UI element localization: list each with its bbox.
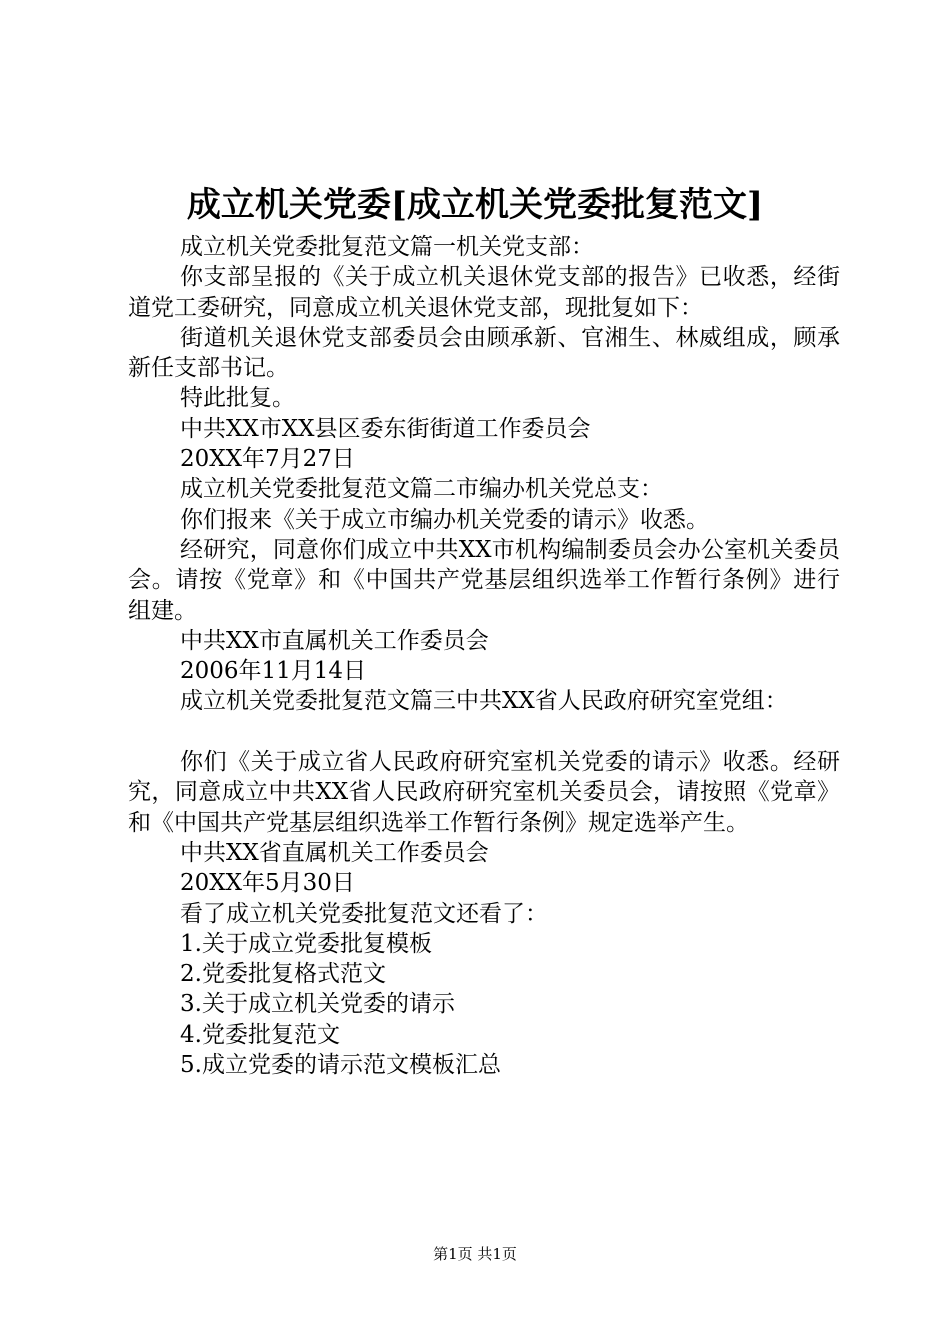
paragraph-date-two: 2006年11月14日 [180, 658, 367, 685]
paragraph-issuer-two: 中共XX市直属机关工作委员会 [180, 627, 489, 654]
related-article-item: 3.关于成立机关党委的请示 [180, 991, 455, 1018]
paragraph-date-three: 20XX年5月30日 [180, 870, 355, 897]
paragraph-issuer-one: 中共XX市XX县区委东街街道工作委员会 [180, 415, 591, 442]
related-article-item: 4.党委批复范文 [180, 1021, 340, 1048]
related-articles-heading: 看了成立机关党委批复范文还看了： [180, 900, 548, 927]
document-body [128, 232, 840, 1080]
paragraph-committee-members: 街道机关退休党支部委员会由顾承新、官湘生、林威组成，顾承新任支部书记。 [128, 324, 840, 382]
paragraph-section-one-heading: 成立机关党委批复范文篇一机关党支部： [180, 234, 594, 260]
paragraph-spacer [128, 717, 840, 747]
paragraph-section-three-heading: 成立机关党委批复范文篇三中共XX省人民政府研究室党组： [180, 688, 788, 715]
paragraph-approval-three: 你们《关于成立省人民政府研究室机关党委的请示》收悉。经研究，同意成立中共XX省人民政府研究室机关委员会，请按照《党章》和《中国共产党基层组织选举工作暂行条例》规定选举产生。 [128, 749, 840, 836]
document-title: 成立机关党委[成立机关党委批复范文] [186, 185, 764, 225]
paragraph-report-received: 你支部呈报的《关于成立机关退休党支部的报告》已收悉，经街道党工委研究，同意成立机关退休党支部，现批复如下： [128, 264, 840, 321]
paragraph-request-received: 你们报来《关于成立市编办机关党委的请示》收悉。 [180, 506, 709, 533]
paragraph-approval-two: 经研究，同意你们成立中共XX市机构编制委员会办公室机关委员会。请按《党章》和《中国共产党基层组织选举工作暂行条例》进行组建。 [128, 536, 840, 624]
related-article-item: 2.党委批复格式范文 [180, 961, 386, 988]
paragraph-approval-closing: 特此批复。 [180, 385, 295, 412]
related-article-item: 5.成立党委的请示范文模板汇总 [180, 1052, 501, 1079]
related-article-item: 1.关于成立党委批复模板 [180, 930, 432, 957]
page-footer: 第1页 共1页 [433, 1245, 517, 1263]
paragraph-issuer-three: 中共XX省直属机关工作委员会 [180, 839, 489, 866]
paragraph-date-one: 20XX年7月27日 [180, 446, 355, 473]
paragraph-section-two-heading: 成立机关党委批复范文篇二市编办机关党总支： [180, 476, 663, 503]
